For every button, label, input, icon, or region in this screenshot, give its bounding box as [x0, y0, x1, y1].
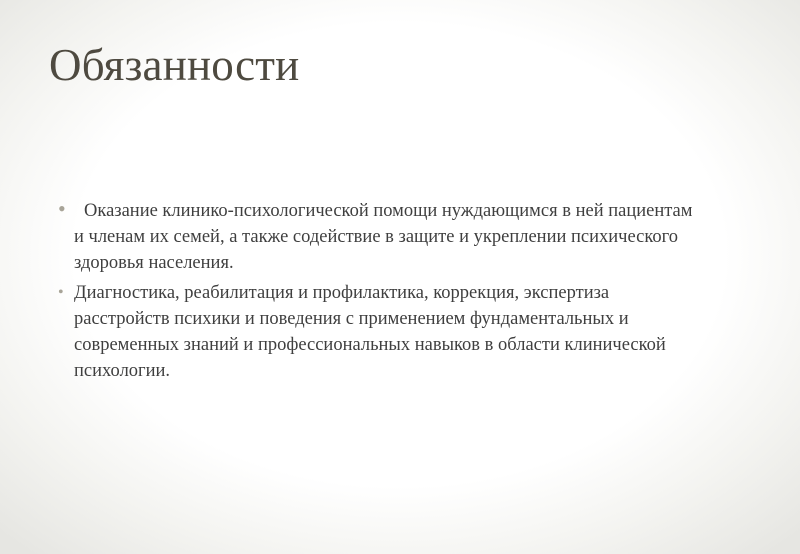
- bullet-item-1: [58, 198, 698, 276]
- bullet-text-1: Оказание клинико-психологической помощи нуждающимся в ней пациентам и членам их семей, а также содействие в защите и укреплении психического здоровья населения.: [74, 201, 693, 273]
- bullet-text-2: Диагностика, реабилитация и профилактика, коррекция, экспертиза расстройств психики и поведения с применением фундаментальных и современных знаний и профессиональных навыков в области клинической психологии.: [74, 283, 666, 381]
- bullet-item-2: [58, 280, 698, 384]
- bullet-dot-icon: •: [58, 284, 64, 301]
- bullet-dot-icon: •: [58, 196, 66, 221]
- bullet-list: [58, 198, 698, 388]
- slide-title: Обязанности: [49, 40, 300, 90]
